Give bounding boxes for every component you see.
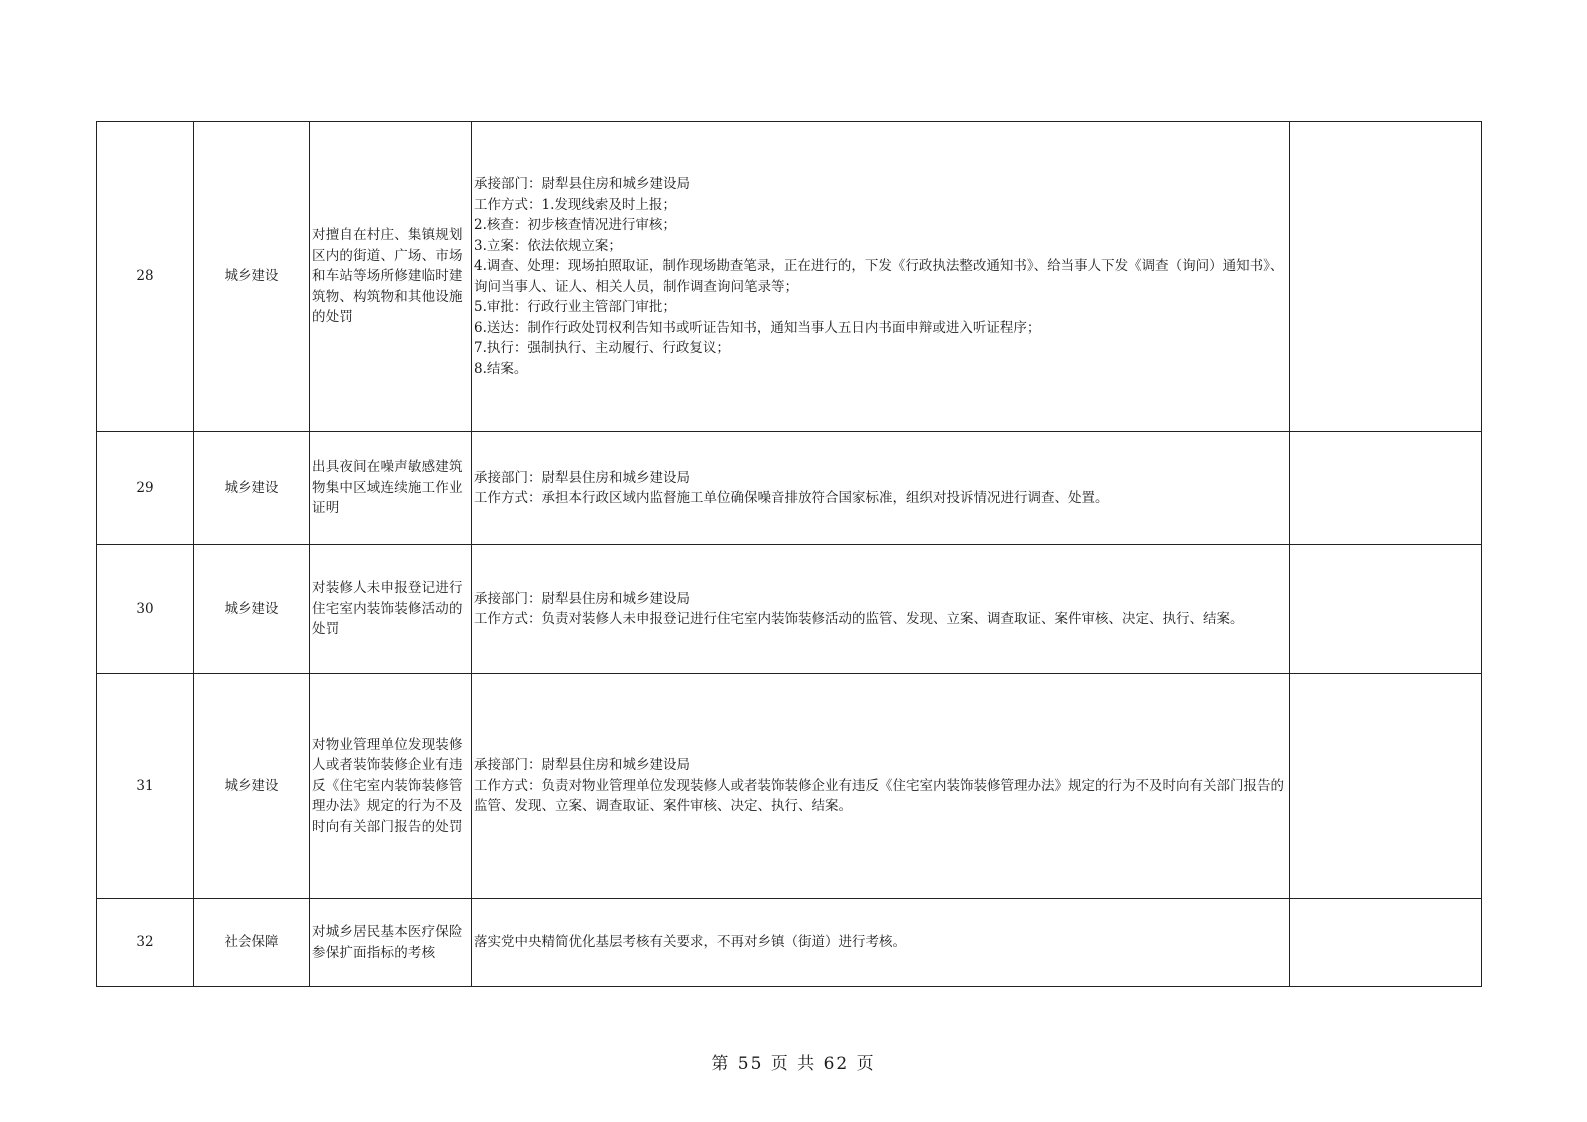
row-number: 32 [97, 899, 194, 987]
description-line: 工作方式：1.发现线索及时上报； [474, 196, 676, 213]
row-number: 31 [97, 674, 194, 899]
row-note [1290, 122, 1482, 432]
row-category: 城乡建设 [194, 432, 310, 545]
row-description [472, 122, 1290, 432]
row-note [1290, 432, 1482, 545]
description-line: 承接部门：尉犁县住房和城乡建设局 [474, 176, 690, 192]
row-note [1290, 545, 1482, 674]
row-item: 对城乡居民基本医疗保险参保扩面指标的考核 [310, 899, 472, 987]
row-category: 城乡建设 [194, 674, 310, 899]
table-row [97, 432, 1482, 545]
row-description [472, 545, 1290, 674]
row-description [472, 432, 1290, 545]
description-line: 工作方式：承担本行政区域内监督施工单位确保噪音排放符合国家标准，组织对投诉情况进行调查、处置。 [474, 490, 1109, 506]
description-line: 4.调查、处理：现场拍照取证，制作现场勘查笔录，正在进行的，下发《行政执法整改通知书》、给当事人下发《调查（询问）通知书》、询问当事人、证人、相关人员，制作调查询问笔录等； [474, 258, 1284, 295]
row-item: 对擅自在村庄、集镇规划区内的街道、广场、市场和车站等场所修建临时建筑物、构筑物和其他设施的处罚 [310, 122, 472, 432]
table-row [97, 545, 1482, 674]
row-number: 30 [97, 545, 194, 674]
duty-list-table [96, 121, 1482, 987]
description-line: 承接部门：尉犁县住房和城乡建设局 [474, 590, 690, 607]
description-line: 8.结案。 [474, 360, 528, 377]
row-note [1290, 899, 1482, 987]
table-row [97, 674, 1482, 899]
description-line: 3.立案：依法依规立案； [474, 237, 622, 254]
description-line: 2.核查：初步核查情况进行审核； [474, 217, 676, 233]
table-row [97, 899, 1482, 987]
description-line: 落实党中央精简优化基层考核有关要求，不再对乡镇（街道）进行考核。 [474, 934, 906, 951]
row-number: 28 [97, 122, 194, 432]
row-item: 对物业管理单位发现装修人或者装饰装修企业有违反《住宅室内装饰装修管理办法》规定的行为不及时向有关部门报告的处罚 [310, 674, 472, 899]
row-item: 出具夜间在噪声敏感建筑物集中区域连续施工作业证明 [310, 432, 472, 545]
description-line: 6.送达：制作行政处罚权利告知书或听证告知书，通知当事人五日内书面申辩或进入听证程序； [474, 319, 1041, 336]
row-category: 城乡建设 [194, 122, 310, 432]
row-number: 29 [97, 432, 194, 545]
description-line: 5.审批：行政行业主管部门审批； [474, 299, 676, 315]
row-description [472, 899, 1290, 987]
table-row [97, 122, 1482, 432]
description-line: 承接部门：尉犁县住房和城乡建设局 [474, 757, 690, 774]
row-item: 对装修人未申报登记进行住宅室内装饰装修活动的处罚 [310, 545, 472, 674]
row-category: 城乡建设 [194, 545, 310, 674]
description-line: 7.执行：强制执行、主动履行、行政复议； [474, 340, 730, 356]
description-line: 工作方式：负责对装修人未申报登记进行住宅室内装饰装修活动的监管、发现、立案、调查取证、案件审核、决定、执行、结案。 [474, 611, 1244, 627]
description-line: 承接部门：尉犁县住房和城乡建设局 [474, 469, 690, 486]
description-line: 工作方式：负责对物业管理单位发现装修人或者装饰装修企业有违反《住宅室内装饰装修管理办法》规定的行为不及时向有关部门报告的监管、发现、立案、调查取证、案件审核、决定、执行、结案。 [474, 777, 1284, 815]
row-category: 社会保障 [194, 899, 310, 987]
page-number-footer: 第 55 页 共 62 页 [711, 1054, 876, 1074]
row-note [1290, 674, 1482, 899]
row-description [472, 674, 1290, 899]
